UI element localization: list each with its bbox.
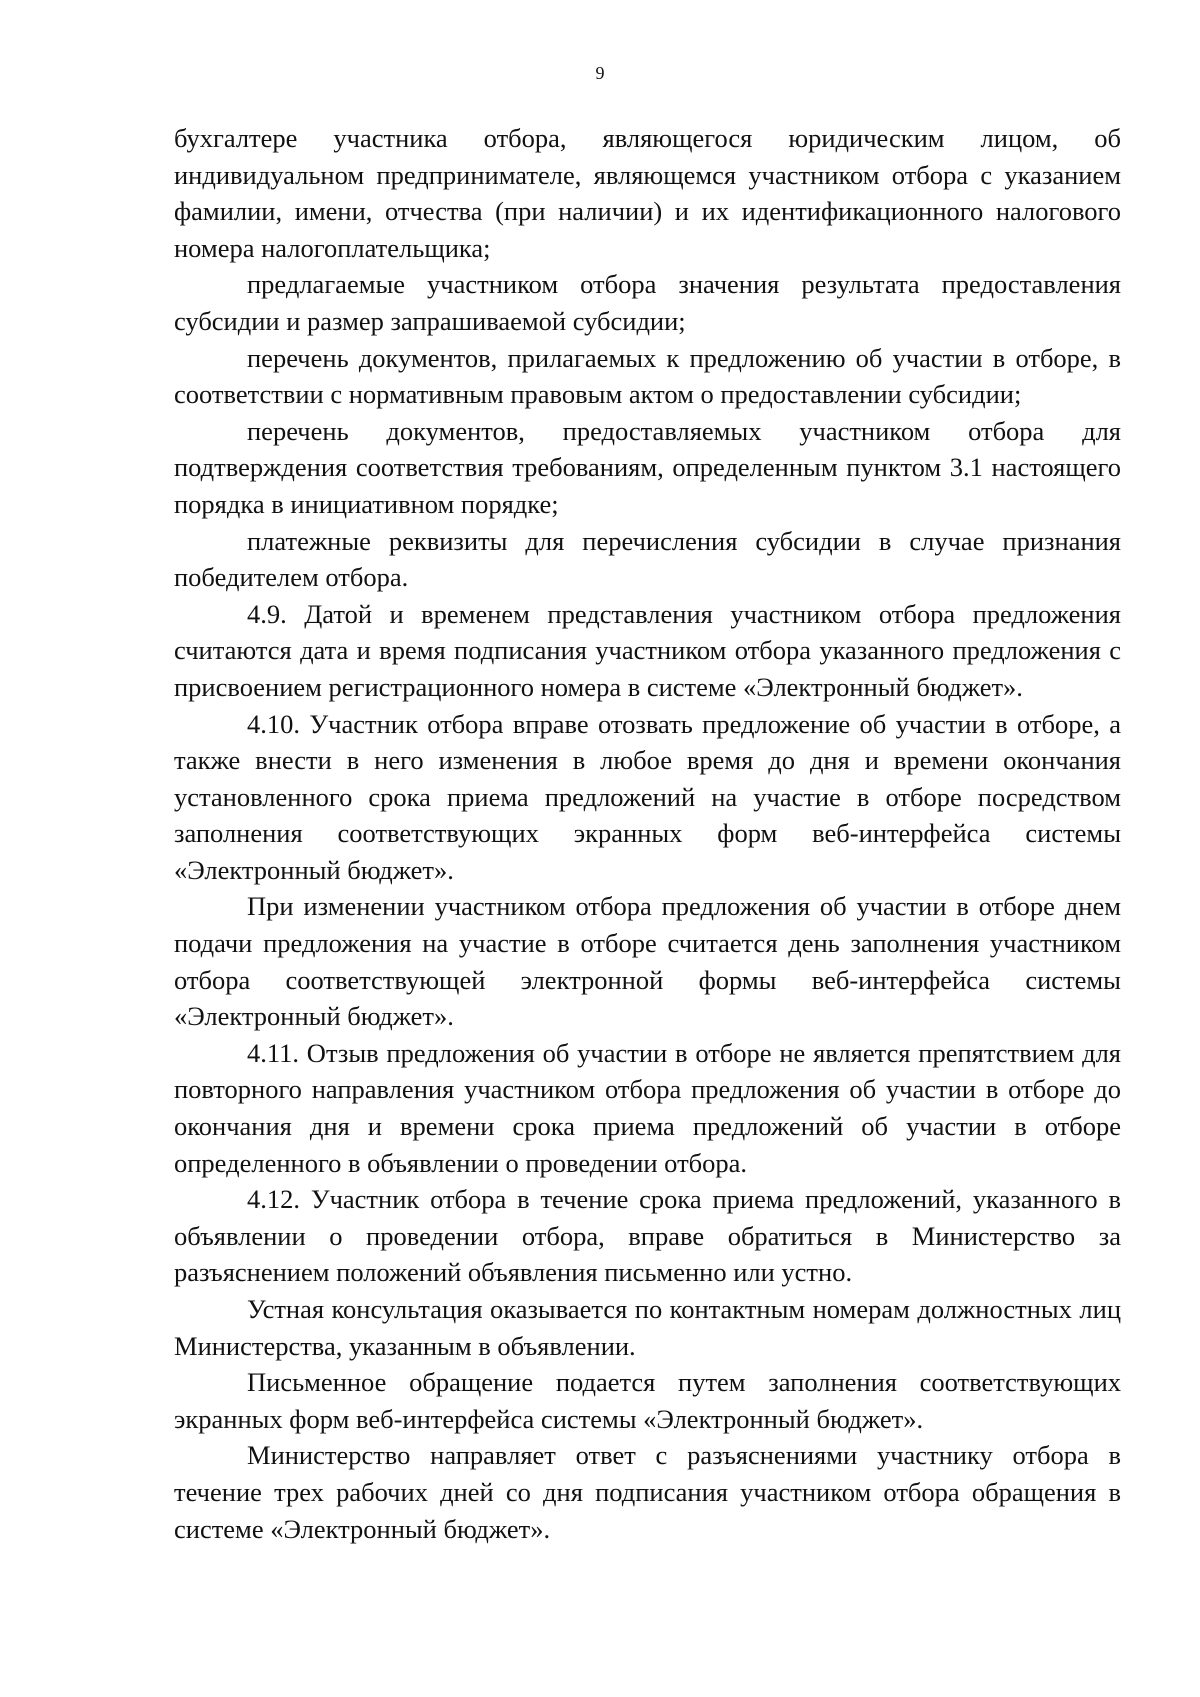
paragraph-accountant-continuation: бухгалтере участника отбора, являющегося юридическим лицом, об индивидуальном предпринимателе, являющемся участником отбора с указанием фамилии, имени, отчества (при наличии) и их идентификационного налогового номера налогоплательщика;: [174, 123, 1121, 263]
paragraph-4-9: 4.9. Датой и временем представления участником отбора предложения считаются дата и время подписания участником отбора указанного предложения с присвоением регистрационного номера в системе «Электронный бюджет».: [174, 598, 1121, 702]
paragraph-4-12: 4.12. Участник отбора в течение срока приема предложений, указанного в объявлении о проведении отбора, вправе обратиться в Министерство за разъяснением положений объявления письменно или устно.: [174, 1184, 1121, 1288]
paragraph-written-request: Письменное обращение подается путем заполнения соответствующих экранных форм веб-интерфейса системы «Электронный бюджет».: [174, 1367, 1121, 1434]
paragraph-4-10: 4.10. Участник отбора вправе отозвать предложение об участии в отборе, а также внести в него изменения в любое время до дня и времени окончания установленного срока приема предложений на участие в отборе посредством заполнения соответствующих экранных форм веб-интерфейса системы «Электронный бюджет».: [174, 708, 1121, 885]
paragraph-oral-consultation: Устная консультация оказывается по контактным номерам должностных лиц Министерства, указанным в объявлении.: [174, 1294, 1121, 1361]
paragraph-proposal-change: При изменении участником отбора предложения об участии в отборе днем подачи предложения на участие в отборе считается день заполнения участником отбора соответствующей электронной формы веб-интерфейса системы «Электронный бюджет».: [174, 891, 1121, 1032]
page-number: 9: [595, 63, 605, 83]
paragraph-4-11: 4.11. Отзыв предложения об участии в отборе не является препятствием для повторного направления участником отбора предложения об участии в отборе до окончания дня и времени срока приема предложений об участии в отборе определенного в объявлении о проведении отбора.: [174, 1037, 1121, 1178]
paragraph-compliance-documents: перечень документов, предоставляемых участником отбора для подтверждения соответствия требованиям, определенным пунктом 3.1 настоящего порядка в инициативном порядке;: [174, 415, 1121, 519]
document-body: [174, 120, 1121, 1547]
paragraph-attached-documents: перечень документов, прилагаемых к предложению об участии в отборе, в соответствии с нормативным правовым актом о предоставлении субсидии;: [174, 342, 1121, 410]
paragraph-payment-details: платежные реквизиты для перечисления субсидии в случае признания победителем отбора.: [174, 525, 1121, 593]
paragraph-ministry-response: Министерство направляет ответ с разъяснениями участнику отбора в течение трех рабочих дней со дня подписания участником отбора обращения в системе «Электронный бюджет».: [174, 1440, 1121, 1544]
paragraph-result-values: предлагаемые участником отбора значения результата предоставления субсидии и размер запрашиваемой субсидии;: [174, 269, 1121, 336]
